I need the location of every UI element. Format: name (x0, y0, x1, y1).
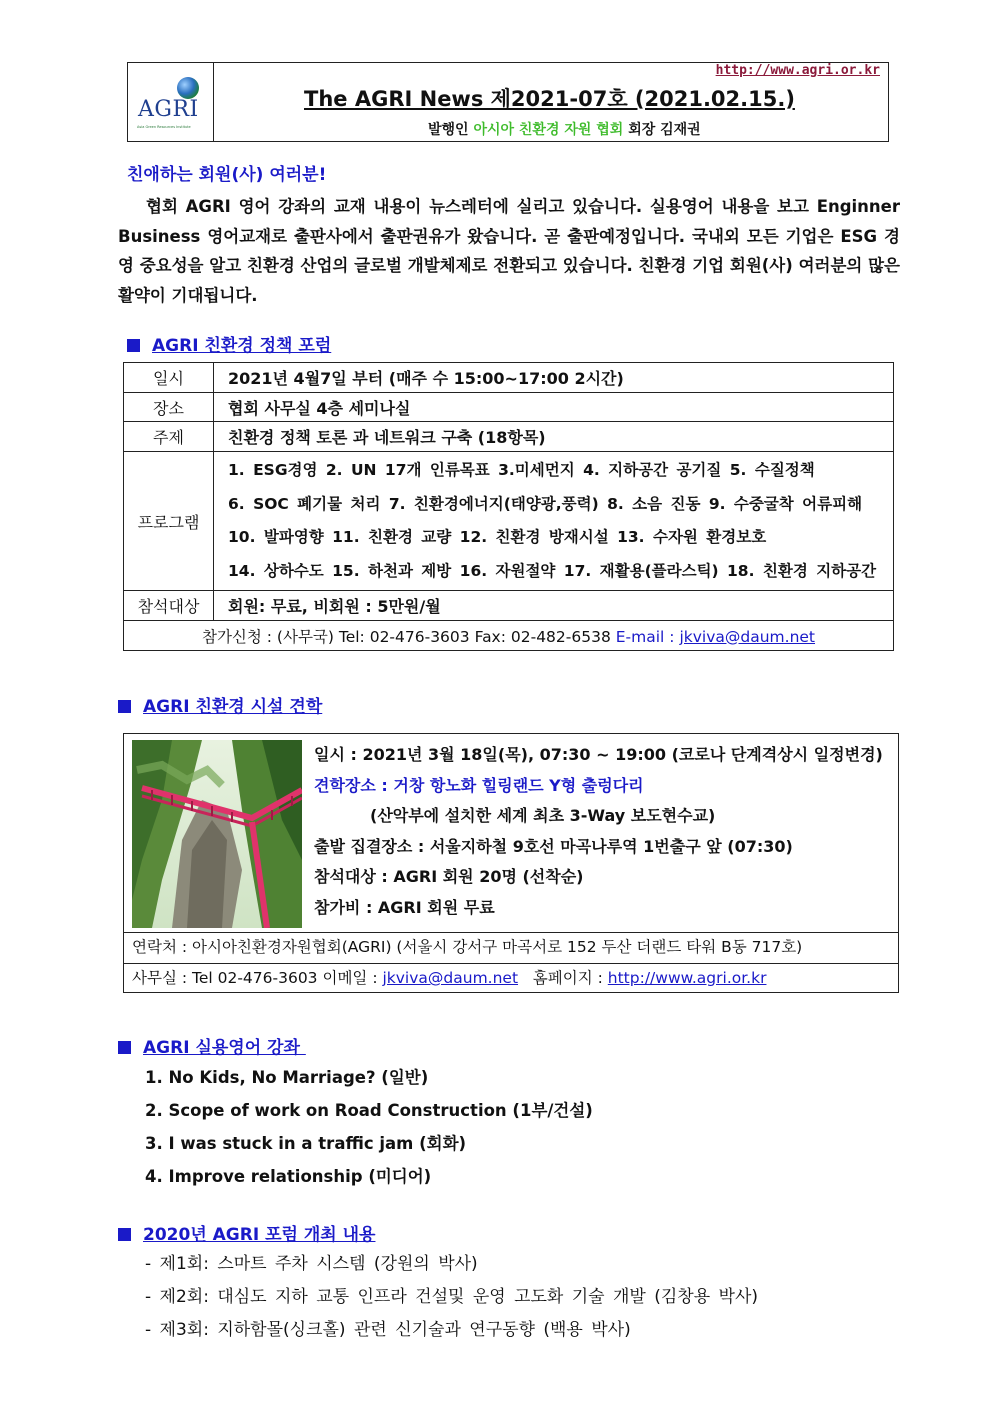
publisher-org: 아시아 친환경 자원 협회 (473, 122, 624, 138)
logo-cell (128, 63, 214, 141)
forum-row-date (124, 363, 894, 393)
forum-table (123, 362, 894, 651)
forum-row-attend (124, 591, 894, 621)
publisher-line (428, 119, 701, 139)
tour-box (123, 733, 899, 993)
tour-section-heading (118, 692, 322, 717)
homepage-link[interactable]: http://www.agri.or.kr (607, 969, 767, 987)
globe-icon (177, 77, 199, 99)
program-line: 10. 발파영향 11. 친환경 교량 12. 친환경 방재시설 13. 수자원 환경보호 (228, 528, 767, 546)
office-email-link[interactable]: jkviva@daum.net (382, 969, 519, 987)
row-value: 회원: 무료, 비회원 : 5만원/월 (214, 591, 894, 621)
forum-row-contact (124, 621, 894, 651)
tour-fee: 참가비 : AGRI 회원 무료 (314, 897, 495, 917)
row-label: 프로그램 (124, 452, 214, 591)
homepage-label: 홈페이지 : (518, 969, 608, 987)
contact-cell (124, 621, 894, 651)
program-line: 14. 상하수도 15. 하천과 제방 16. 자원절약 17. 재활용(플라스틱) 18. 친환경 지하공간 (228, 561, 877, 580)
list-item: - 제3회: 지하함몰(싱크홀) 관련 신기술과 연구동향 (백용 박사) (145, 1320, 631, 1340)
agri-logo: AGRI (138, 97, 199, 122)
forum-heading-text: AGRI 친환경 정책 포럼 (152, 336, 332, 356)
row-value: 친환경 정책 토론 과 네트워크 구축 (18항목) (214, 422, 894, 452)
newsletter-header (127, 62, 889, 142)
program-line: 6. SOC 폐기물 처리 7. 친환경에너지(태양광,풍력) 8. 소음 진동 9. 수중굴착 어류피해 (228, 494, 863, 513)
tour-meeting-point: 출발 집결장소 : 서울지하철 9호선 마곡나루역 1번출구 앞 (07:30) (314, 836, 793, 856)
program-list (214, 452, 894, 591)
row-label: 일시 (124, 363, 214, 393)
tour-place-note: (산악부에 설치한 세계 최초 3-Way 보도현수교) (370, 806, 716, 825)
forum-row-program (124, 452, 894, 591)
square-bullet-icon (118, 1041, 131, 1054)
greeting: 친애하는 회원(사) 여러분! (127, 165, 327, 185)
square-bullet-icon (118, 700, 131, 713)
publisher-suffix: 회장 김재권 (623, 122, 701, 138)
list-item: 1. No Kids, No Marriage? (일반) (145, 1068, 429, 1087)
row-label: 주제 (124, 422, 214, 452)
tour-date: 일시 : 2021년 3월 18일(목), 07:30 ~ 19:00 (코로나 단계격상시 일정변경) (314, 745, 883, 764)
row-label: 참석대상 (124, 591, 214, 621)
row-value: 2021년 4월7일 부터 (매주 수 15:00~17:00 2시간) (214, 363, 894, 393)
forum-row-place (124, 393, 894, 422)
contact-text: 참가신청 : (사무국) Tel: 02-476-3603 Fax: 02-482-6538 (201, 627, 616, 646)
program-line: 1. ESG경영 2. UN 17개 인류목표 3.미세먼지 4. 지하공간 공기질 5. 수질정책 (228, 461, 815, 479)
email-label: E-mail : (615, 627, 680, 646)
list-item: - 제1회: 스마트 주차 시스템 (강원의 박사) (145, 1254, 478, 1274)
forum2020-heading-text: 2020년 AGRI 포럼 개최 내용 (143, 1225, 376, 1245)
forum2020-list (145, 1248, 758, 1347)
tour-contact: 연락처 : 아시아친환경자원협회(AGRI) (서울시 강서구 마곡서로 152 두산 더랜드 타워 B동 717호) (124, 932, 898, 963)
row-value: 협회 사무실 4층 세미나실 (214, 393, 894, 422)
list-item: 2. Scope of work on Road Construction (1부/건설) (145, 1101, 593, 1120)
list-item: 4. Improve relationship (미디어) (145, 1167, 432, 1186)
english-course-list (145, 1061, 593, 1193)
email-link[interactable]: jkviva@daum.net (679, 627, 816, 646)
bridge-photo (132, 740, 302, 928)
newsletter-title: The AGRI News 제2021-07호 (2021.02.15.) (304, 87, 795, 111)
forum-row-topic (124, 422, 894, 452)
square-bullet-icon (127, 339, 140, 352)
forum2020-section-heading (118, 1220, 375, 1245)
tour-details (314, 740, 894, 923)
logo-subtitle: Asia Green Resources Institute (137, 125, 191, 129)
row-label: 장소 (124, 393, 214, 422)
office-text: 사무실 : Tel 02-476-3603 이메일 : (132, 969, 383, 987)
list-item: 3. I was stuck in a traffic jam (회화) (145, 1134, 467, 1153)
english-section-heading (118, 1033, 306, 1058)
intro-paragraph: 협회 AGRI 영어 강좌의 교재 내용이 뉴스레터에 실리고 있습니다. 실용영어 내용을 보고 Enginner Business 영어교재로 출판사에서 출판권유가 왔습니다. 곧 출판예정입니다. 국내외 모든 기업은 ESG 경영 중요성을 알고 친환경 산업의 글로벌 개발체제로 전환되고 있습니다. 친환경 기업 회원(사) 여러분의 많은 활약이 기대됩니다. (118, 197, 900, 305)
list-item: - 제2회: 대심도 지하 교통 인프라 건설및 운영 고도화 기술 개발 (김창용 박사) (145, 1287, 759, 1307)
tour-heading-text: AGRI 친환경 시설 견학 (143, 697, 323, 717)
tour-target: 참석대상 : AGRI 회원 20명 (선착순) (314, 867, 584, 886)
english-heading-text: AGRI 실용영어 강좌 (143, 1038, 306, 1058)
square-bullet-icon (118, 1228, 131, 1241)
publisher-prefix: 발행인 (428, 122, 474, 138)
forum-section-heading (127, 331, 331, 356)
tour-office (124, 963, 898, 994)
tour-place: 견학장소 : 거창 항노화 힐링랜드 Y형 출렁다리 (314, 775, 644, 795)
website-link[interactable]: http://www.agri.or.kr (715, 63, 880, 78)
